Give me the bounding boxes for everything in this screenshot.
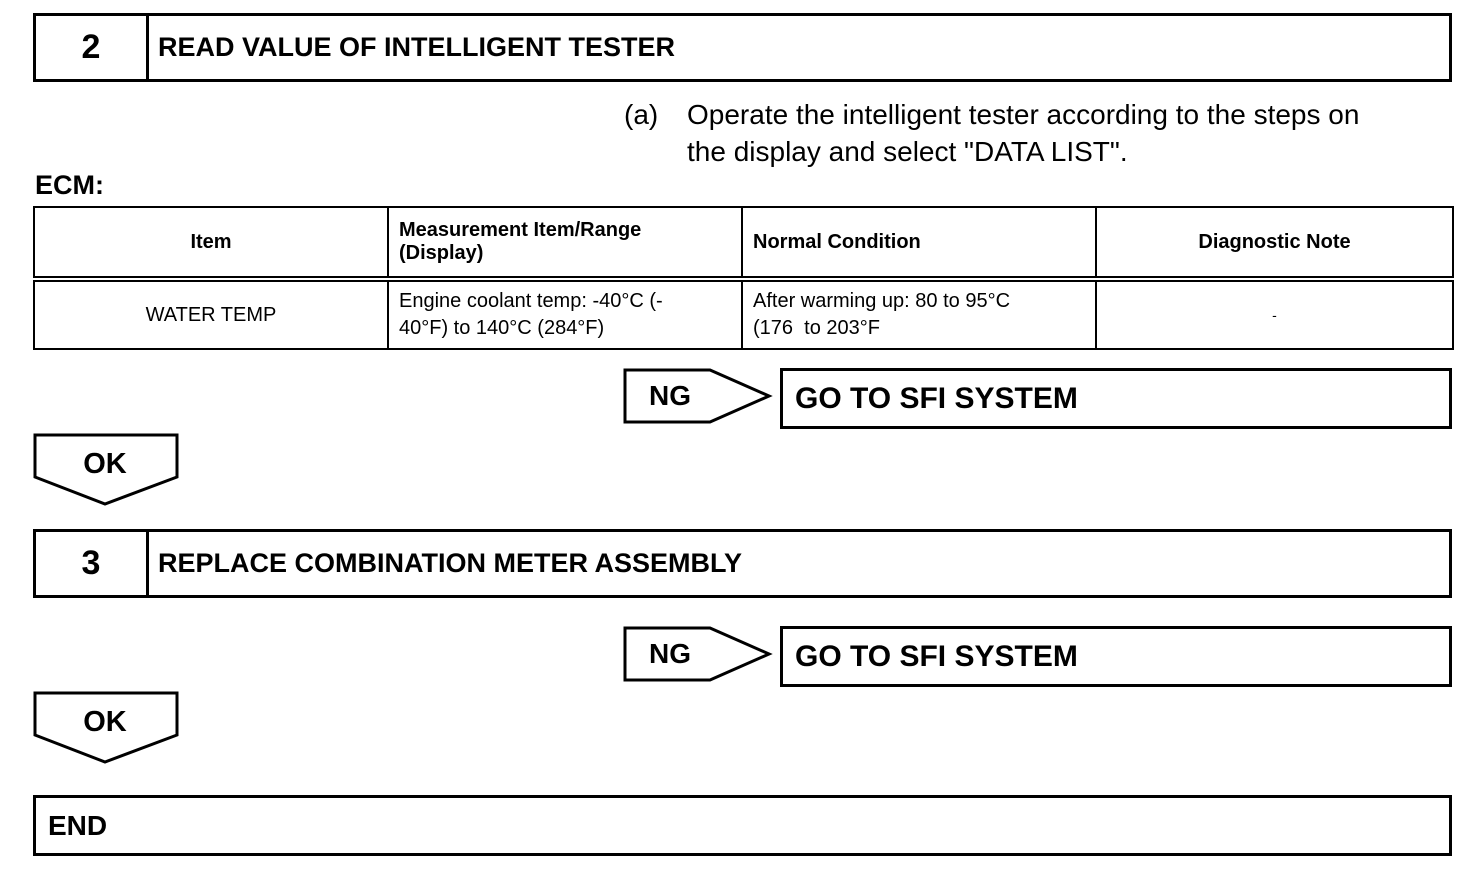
cell-measurement-line-2: 40°F) to 140°C (284°F) — [399, 317, 605, 339]
cell-measurement-line-1: Engine coolant temp: -40°C (- — [399, 290, 663, 312]
header-measurement — [388, 207, 742, 279]
ecm-label: ECM: — [35, 170, 104, 200]
step-2-number: 2 — [36, 16, 149, 79]
step-2-header — [33, 13, 1452, 82]
cell-diagnostic-note: - — [1096, 279, 1453, 349]
cell-normal-condition — [742, 279, 1096, 349]
ng-tag-1: NG — [649, 380, 691, 411]
cell-item: WATER TEMP — [34, 279, 388, 349]
ng-arrow-2 — [622, 625, 774, 683]
data-list-table — [33, 206, 1454, 350]
instruction-line-1: Operate the intelligent tester according to the steps on — [687, 99, 1360, 130]
step-3-number: 3 — [36, 532, 149, 595]
ng-arrow-1-shape — [625, 370, 769, 422]
ng-tag-2: NG — [649, 638, 691, 669]
ok-tag-2: OK — [83, 706, 127, 738]
header-item: Item — [34, 207, 388, 279]
ok-tag-1: OK — [83, 448, 127, 480]
step-2-title: READ VALUE OF INTELLIGENT TESTER — [158, 32, 676, 62]
ng-arrow-2-shape — [625, 628, 769, 680]
instruction-marker: (a) — [624, 99, 659, 130]
ng-result-2: GO TO SFI SYSTEM — [780, 626, 1452, 687]
instruction-line-2: the display and select "DATA LIST". — [687, 136, 1128, 167]
ok-arrow-1 — [33, 433, 179, 507]
cell-normal-line-2: (176 to 203°F — [753, 317, 880, 339]
header-measurement-line-1: Measurement Item/Range — [399, 219, 642, 241]
ng-arrow-1 — [622, 367, 774, 425]
step-3-title: REPLACE COMBINATION METER ASSEMBLY — [158, 548, 743, 578]
header-diagnostic-note: Diagnostic Note — [1096, 207, 1453, 279]
ng-result-1: GO TO SFI SYSTEM — [780, 368, 1452, 429]
header-measurement-line-2: (Display) — [399, 242, 484, 264]
ok-arrow-2 — [33, 691, 179, 765]
header-normal-condition: Normal Condition — [742, 207, 1096, 279]
end-box: END — [33, 795, 1452, 856]
step-3-header — [33, 529, 1452, 598]
cell-measurement — [388, 279, 742, 349]
table-header-row — [34, 207, 1453, 279]
cell-normal-line-1: After warming up: 80 to 95°C — [753, 290, 1011, 312]
table-row — [34, 279, 1453, 349]
